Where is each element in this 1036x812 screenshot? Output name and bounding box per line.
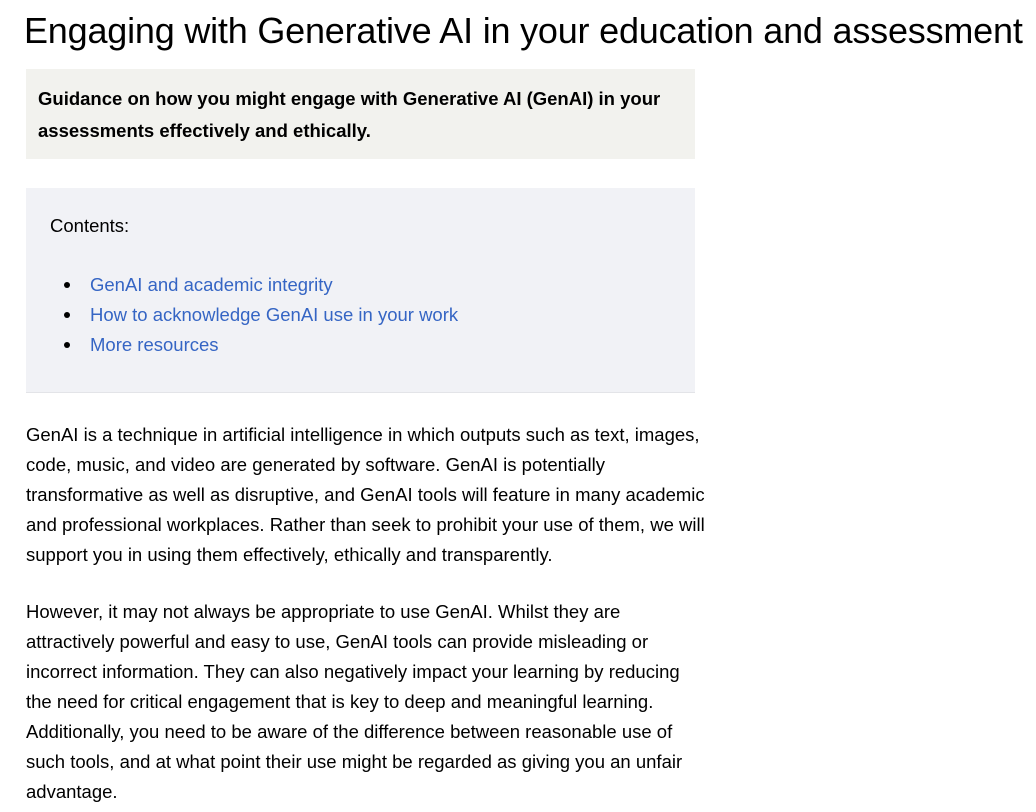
link-genai-academic-integrity[interactable]: GenAI and academic integrity [90,274,333,295]
contents-list [50,270,671,360]
body-paragraph-caution [26,597,698,807]
paragraph-line: transformative as well as disruptive, and GenAI tools will feature in many academic [26,484,705,505]
paragraph-line: code, music, and video are generated by software. GenAI is potentially [26,454,605,475]
paragraph-line: attractively powerful and easy to use, GenAI tools can provide misleading or [26,631,649,652]
bullet-icon [64,312,70,318]
contents-item-academic-integrity [50,270,671,300]
paragraph-line: Additionally, you need to be aware of the difference between reasonable use of [26,721,673,742]
summary-box [26,69,695,159]
contents-item-more-resources [50,330,671,360]
link-acknowledge-genai-use[interactable]: How to acknowledge GenAI use in your work [90,304,459,325]
paragraph-line: and professional workplaces. Rather than seek to prohibit your use of them, we will [26,514,705,535]
contents-heading: Contents: [50,215,130,236]
paragraph-line: support you in using them effectively, ethically and transparently. [26,544,553,565]
summary-text [38,83,683,147]
paragraph-line: incorrect information. They can also negatively impact your learning by reducing [26,661,680,682]
paragraph-line: GenAI is a technique in artificial intelligence in which outputs such as text, images, [26,424,700,445]
bullet-icon [64,282,70,288]
bullet-icon [64,342,70,348]
summary-line: assessments effectively and ethically. [38,120,371,141]
paragraph-line: the need for critical engagement that is key to deep and meaningful learning. [26,691,654,712]
table-of-contents [26,188,695,393]
paragraph-line: advantage. [26,781,118,802]
summary-line: Guidance on how you might engage with Generative AI (GenAI) in your [38,88,661,109]
link-more-resources[interactable]: More resources [90,334,219,355]
contents-item-acknowledge-genai [50,300,671,330]
paragraph-line: However, it may not always be appropriate to use GenAI. Whilst they are [26,601,621,622]
page-title: Engaging with Generative AI in your education and assessment [24,10,1023,51]
paragraph-line: such tools, and at what point their use might be regarded as giving you an unfair [26,751,683,772]
body-paragraph-intro [26,420,705,570]
